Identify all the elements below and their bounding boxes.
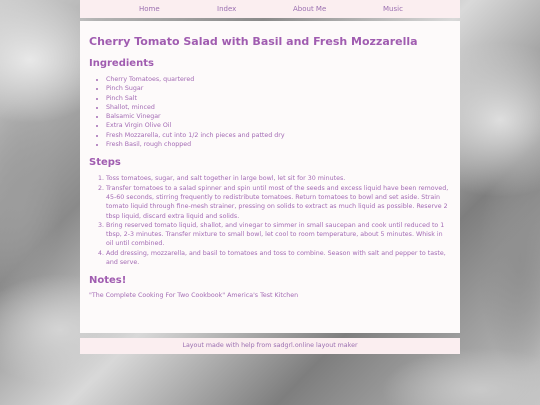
- notes-text: "The Complete Cooking For Two Cookbook" America's Test Kitchen: [89, 292, 299, 300]
- list-item: • Fresh Mozzarella, cut into 1/2 inch pieces and patted dry: [106, 131, 451, 140]
- list-item: • Pinch Sugar: [106, 84, 451, 93]
- footer: Layout made with help from sadgrl.online layout maker: [80, 338, 460, 354]
- list-item: 3. Bring reserved tomato liquid, shallot, and vinegar to simmer in small saucepan and cook until reduced to 1 tbsp, 2-3 minutes. Transfer mixture to small bowl, let cool to room temperature, about 5 minutes. Whisk in oil until combined.: [106, 221, 451, 249]
- list-item: • Pinch Salt: [106, 94, 451, 103]
- list-item: • Balsamic Vinegar: [106, 112, 451, 121]
- steps-list: [89, 174, 451, 267]
- steps-heading: Steps: [89, 157, 121, 169]
- nav-link-index[interactable]: Index: [217, 5, 237, 13]
- top-nav: [80, 0, 460, 18]
- list-item: 4. Add dressing, mozzarella, and basil to tomatoes and toss to combine. Season with salt and pepper to taste, and serve.: [106, 249, 451, 268]
- list-item: • Fresh Basil, rough chopped: [106, 140, 451, 149]
- ingredients-list: [89, 75, 451, 149]
- page-title: Cherry Tomato Salad with Basil and Fresh Mozzarella: [89, 35, 418, 48]
- notes-heading: Notes!: [89, 275, 127, 287]
- nav-link-about-me[interactable]: About Me: [293, 5, 327, 13]
- ingredients-heading: Ingredients: [89, 58, 154, 69]
- list-item: • Shallot, minced: [106, 103, 451, 112]
- list-item: 1. Toss tomatoes, sugar, and salt together in large bowl, let sit for 30 minutes.: [106, 174, 451, 183]
- nav-link-home[interactable]: Home: [139, 5, 160, 13]
- main-content: [80, 21, 460, 333]
- list-item: • Extra Virgin Olive Oil: [106, 121, 451, 130]
- list-item: • Cherry Tomatoes, quartered: [106, 75, 451, 84]
- list-item: 2. Transfer tomatoes to a salad spinner and spin until most of the seeds and excess liquid have been removed, 45-60 seconds, stirring frequently to redistribute tomatoes. Return tomatoes to bowl and set aside. Strain tomato liquid through fine-mesh strainer, pressing on solids to extract as much liquid as possible. Reserve 2 tbsp liquid, discard extra liquid and solids.: [106, 184, 451, 221]
- nav-link-music[interactable]: Music: [383, 5, 403, 13]
